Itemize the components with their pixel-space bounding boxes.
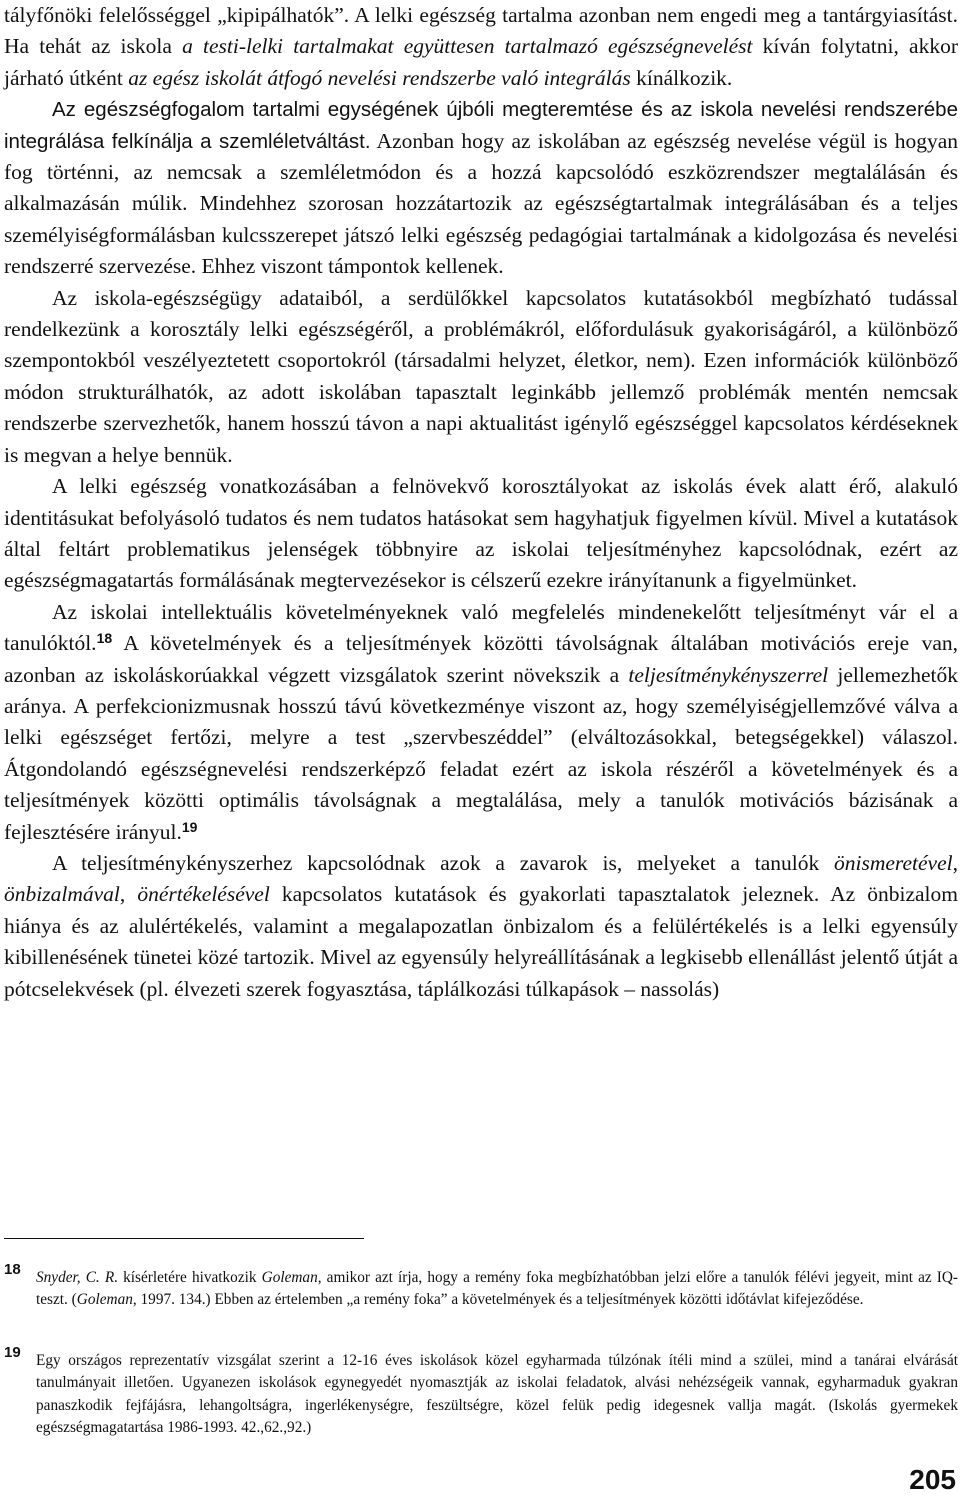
paragraph: Az iskola-egészségügy adataiból, a serdülőkkel kapcsolatos kutatásokból megbízható tudással rendelkezünk a korosztály lelki egészségéről, a problémákról, előfordulásuk gyakoriságáról, a különböző szempontokból veszélyeztetett csoportokról (társadalmi helyzet, életkor, nem). Ezen információk különböző módon strukturálhatók, az adott iskolában tapasztalt leginkább jellemző problémák mentén nemcsak rendszerbe szervezhetők, hanem hosszú távon a napi aktualitást igénylő egészséggel kapcsolatos kérdéseknek is megvan a helye bennük. <box>4 285 958 467</box>
paragraph: tályfőnöki felelősséggel „kipipálhatók”. A lelki egészség tartalma azonban nem engedi meg a tantárgyiasítást. Ha tehát az iskola a testi-lelki tartalmakat együttesen tartalmazó egészségnevelést kíván folytatni, akkor járható útként az egész iskolát átfogó nevelési rendszerbe való integrálás kínálkozik. <box>4 3 958 90</box>
page-number: 205 <box>909 1464 956 1495</box>
footnote-text: Egy országos reprezentatív vizsgálat szerint a 12-16 éves iskolások közel egyharmada túlzónak ítéli mind a szülei, mind a tanárai elvárását tanulmányait illetően. Ugyanezen iskolások egynegyedét nyomasztják az iskolai feladatok, alvási nehézségeik vannak, egyharmaduk gyakran panaszkodik fejfájásra, lehangoltságra, ingerlékenységre, feszültségre, közel felük pedig idegesnek vallja magát. (Iskolás gyermekek egészségmagatartása 1986-1993. 42.,62.,92.) <box>36 1352 958 1436</box>
footnote-number: 18 <box>4 1261 21 1278</box>
footnote-separator <box>4 1238 364 1239</box>
footnote-text: Snyder, C. R. kísérletére hivatkozik Goleman, amikor azt írja, hogy a remény foka megbízhatóbban jelzi előre a tanulók félévi jegyeit, mint az IQ-teszt. (Goleman, 1997. 134.) Ebben az értelemben „a remény foka” a követelmények és a teljesítmények közötti időtávlat kifejeződése. <box>36 1269 959 1309</box>
paragraph: Az egészségfogalom tartalmi egységének újbóli megteremtése és az iskola nevelési rendszerébe integrálása felkínálja a szemléletváltást. Azonban hogy az iskolában az egészség nevelése végül is hogyan fog történni, az nemcsak a szemléletmódon és a hozzá kapcsolódó eszközrendszer megtalálásán és alkalmazásán múlik. Mindehhez szorosan hozzátartozik az egészségtartalmak integrálásában és a teljes személyiségformálásban kulcsszerepet játszó lelki egészség pedagógiai tartalmának a kidolgozása és nevelési rendszerré szervezése. Ehhez viszont támpontok kellenek. <box>4 98 958 279</box>
body-text <box>4 0 958 1005</box>
footnote-ref-18[interactable]: 18 <box>96 630 113 647</box>
paragraph: A lelki egészség vonatkozásában a felnövekvő korosztályokat az iskolás évek alatt érő, alakuló identitásukat befolyásoló tudatos és nem tudatos hatásokat sem hagyhatjuk figyelmen kívül. Mivel a kutatások által feltárt problematikus jelenségek többnyire az iskolai teljesítményhez kapcsolódnak, ezért az egészségmagatartás formálásának megtervezésekor is célszerű ezekre irányítanunk a figyelmünket. <box>4 474 958 593</box>
footnote-19 <box>4 1344 958 1439</box>
footnote-ref-19[interactable]: 19 <box>181 818 198 835</box>
footnote-number: 19 <box>4 1344 21 1361</box>
paragraph: A teljesítménykényszerhez kapcsolódnak azok a zavarok is, melyeket a tanulók önismeretével, önbizalmával, önértékelésével kapcsolatos kutatások és gyakorlati tapasztalatok jeleznek. Az önbizalom hiánya és az alulértékelés, valamint a megalapozatlan önbizalom és a felülértékelés is a lelki egyensúly kibillenésének tünetei közé tartozik. Mivel az egyensúly helyreállításának a legkisebb ellenállást jelentő útját a pótcselekvések (pl. élvezeti szerek fogyasztása, táplálkozási túlkapások – nassolás) <box>4 850 959 1001</box>
paragraph: Az iskolai intellektuális követelményeknek való megfelelés mindenekelőtt teljesítményt vár el a tanulóktól.$^{18}$ A követelmények és a teljesítmények közötti távolságnak általában motivációs ereje van, azonban az iskoláskorúakkal végzett vizsgálatok szerint növekszik a teljesítménykényszerrel jellemezhetők aránya. A perfekcionizmusnak hosszú távú következménye viszont az, hogy személyiségjellemzővé válva a lelki egészséget fertőzi, melyre a test „szervbeszéddel” (elváltozásokkal, betegségekkel) válaszol. Átgondolandó egészségnevelési rendszerképző feladat ezért az iskola részéről a követelmények és a teljesítmények közötti optimális távolságnak a megtalálása, mely a tanulók motivációs bázisának a fejlesztésére irányul.$^{19}$ <box>4 599 958 844</box>
footnote-18 <box>4 1261 959 1312</box>
